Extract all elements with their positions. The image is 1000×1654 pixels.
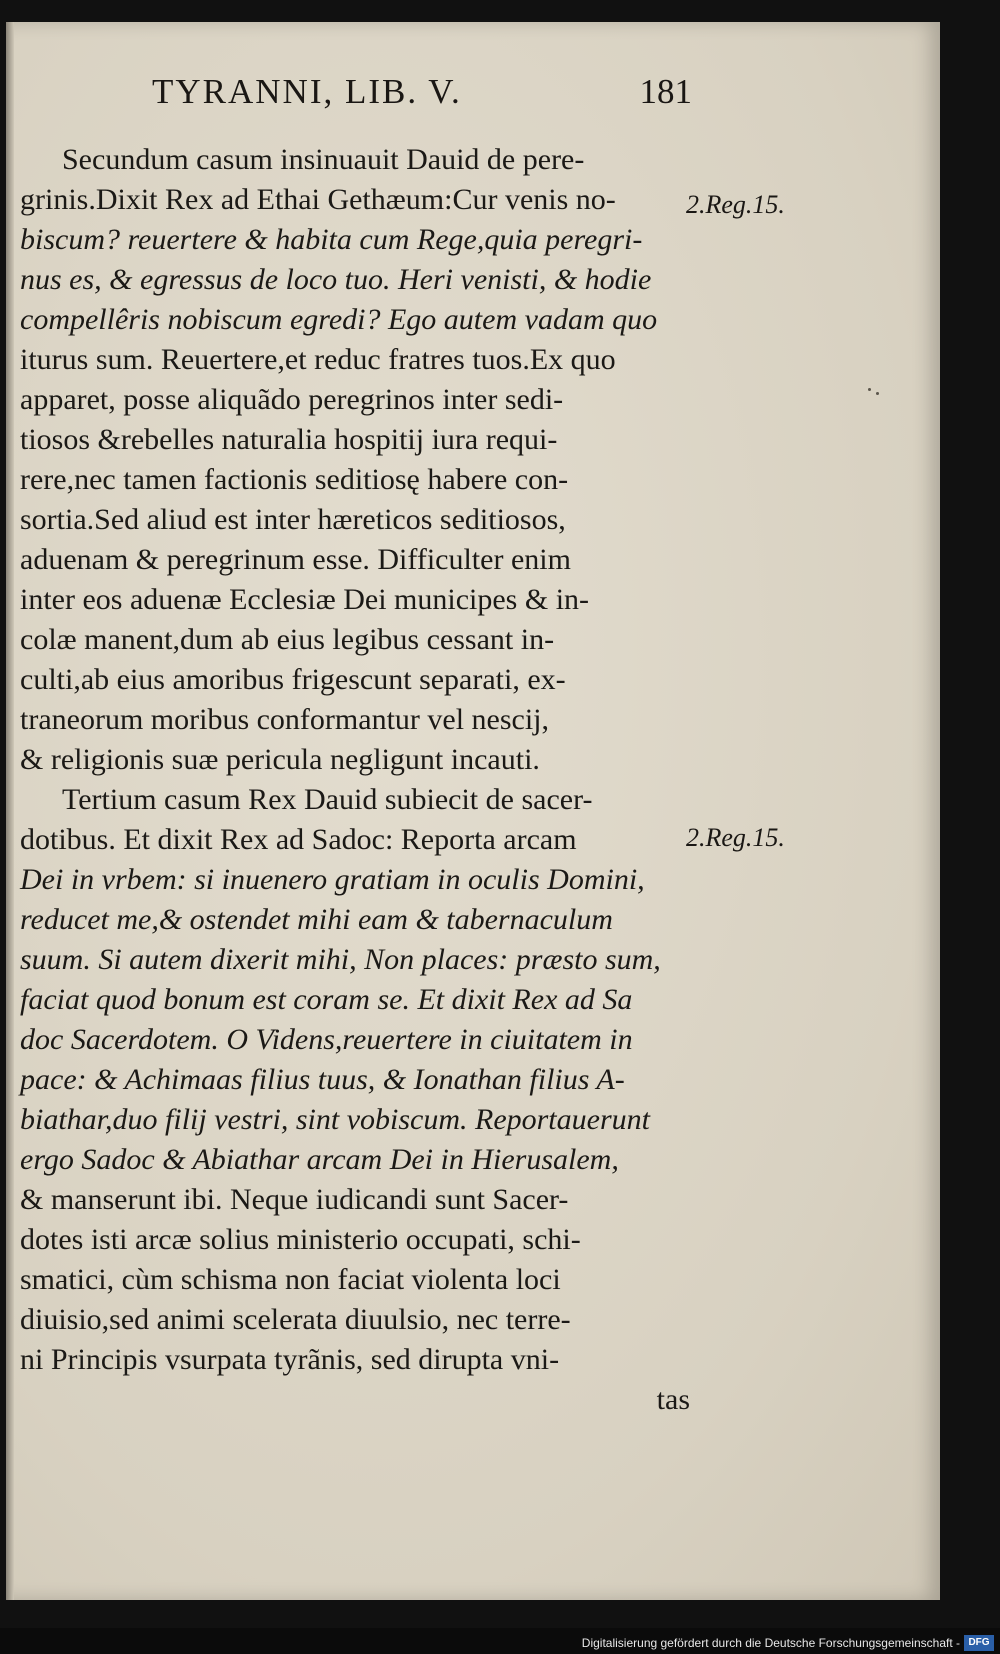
text-line: Secundum casum insinuauit Dauid de pere-: [62, 143, 585, 176]
margin-note-reference: 2.Reg.15.: [686, 190, 785, 219]
text-line: & religionis suæ pericula negligunt incauti.: [20, 743, 540, 776]
text-line: grinis.Dixit Rex ad Ethai Gethæum:Cur venis no-: [20, 183, 616, 216]
page-gutter-edge: [6, 22, 14, 1600]
text-line: sortia.Sed aliud est inter hæreticos seditiosos,: [20, 503, 566, 536]
text-line: doc Sacerdotem. O Videns,reuertere in ciuitatem in: [20, 1023, 633, 1056]
text-line: pace: & Achimaas filius tuus, & Ionathan filius A-: [20, 1063, 625, 1096]
text-line: ni Principis vsurpata tyrãnis, sed dirupta vni-: [20, 1343, 560, 1376]
text-line: apparet, posse aliquãdo peregrinos inter sedi-: [20, 383, 564, 416]
text-line: & manserunt ibi. Neque iudicandi sunt Sacer-: [20, 1183, 569, 1216]
text-line: traneorum moribus conformantur vel nescij,: [20, 703, 550, 736]
main-text: [20, 140, 690, 1420]
catchword: tas: [656, 1383, 690, 1416]
text-line: aduenam & peregrinum esse. Difficulter enim: [20, 543, 571, 576]
text-line: rere,nec tamen factionis seditiosę habere con-: [20, 463, 569, 496]
paper-speck: [876, 392, 879, 395]
page-header: [152, 72, 692, 122]
text-line: reducet me,& ostendet mihi eam & tabernaculum: [20, 903, 613, 936]
text-line: colæ manent,dum ab eius legibus cessant in-: [20, 623, 555, 656]
text-line: faciat quod bonum est coram se. Et dixit Rex ad Sa: [20, 983, 633, 1016]
text-line: biathar,duo filij vestri, sint vobiscum. Reportauerunt: [20, 1103, 650, 1136]
text-line: inter eos aduenæ Ecclesiæ Dei municipes & in-: [20, 583, 590, 616]
page-number: 181: [639, 72, 692, 111]
running-title: TYRANNI, LIB. V.: [152, 72, 462, 111]
paper-speck: [868, 388, 871, 391]
text-line: tiosos &rebelles naturalia hospitij iura requi-: [20, 423, 558, 456]
dfg-logo-icon: DFG: [964, 1635, 994, 1651]
text-line: nus es, & egressus de loco tuo. Heri venisti, & hodie: [20, 263, 652, 296]
text-line: ergo Sadoc & Abiathar arcam Dei in Hierusalem,: [20, 1143, 619, 1176]
text-line: biscum? reuertere & habita cum Rege,quia peregri-: [20, 223, 643, 256]
margin-note-reference: 2.Reg.15.: [686, 823, 785, 852]
digitization-credit: Digitalisierung gefördert durch die Deutsche Forschungsgemeinschaft -: [581, 1636, 960, 1650]
footer-bar: [0, 1628, 1000, 1654]
text-line: suum. Si autem dixerit mihi, Non places: præsto sum,: [20, 943, 661, 976]
text-line: Tertium casum Rex Dauid subiecit de sacer-: [62, 783, 593, 816]
text-line: culti,ab eius amoribus frigescunt separati, ex-: [20, 663, 566, 696]
text-line: smatici, cùm schisma non faciat violenta loci: [20, 1263, 561, 1296]
text-line: iturus sum. Reuertere,et reduc fratres tuos.Ex quo: [20, 343, 616, 376]
text-line: diuisio,sed animi scelerata diuulsio, nec terre-: [20, 1303, 571, 1336]
text-line: compellêris nobiscum egredi? Ego autem vadam quo: [20, 303, 658, 336]
text-line: dotibus. Et dixit Rex ad Sadoc: Reporta arcam: [20, 823, 577, 856]
text-line: Dei in vrbem: si inuenero gratiam in oculis Domini,: [20, 863, 645, 896]
text-line: dotes isti arcæ solius ministerio occupati, schi-: [20, 1223, 581, 1256]
